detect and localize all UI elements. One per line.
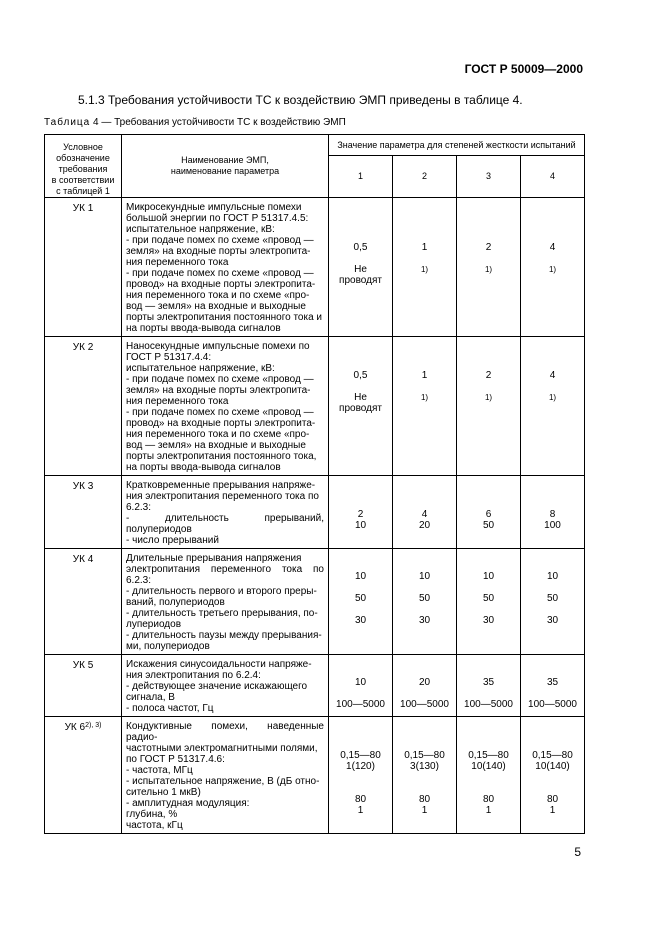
value-line [521, 655, 584, 666]
value-line: 10 [354, 571, 367, 582]
description-line: по ГОСТ Р 51317.4.6: [126, 754, 225, 765]
description-line: ния электропитания переменного тока по [126, 491, 319, 502]
header-condition-line: требования [58, 164, 108, 174]
value-line [393, 476, 456, 487]
description-line: - действующее значение искажающего [126, 681, 308, 692]
value-line [457, 220, 520, 231]
condition-code-text: УК 5 [72, 660, 94, 671]
value-line [457, 560, 520, 571]
description-line: Искажения синусоидальности напряже- [126, 659, 312, 670]
value-line [393, 626, 456, 637]
value-line: 100 [544, 520, 561, 531]
value-line: 0,5 [353, 370, 368, 381]
condition-code [45, 337, 122, 476]
value-level-1 [329, 476, 393, 549]
table-row [45, 717, 585, 834]
condition-code-text: УК 6 [64, 722, 86, 733]
value-line: 35 [482, 677, 495, 688]
value-line: 1 [485, 805, 492, 816]
description-line: Длительные прерывания напряжения [126, 553, 302, 564]
value-line: 20 [418, 677, 431, 688]
footnote-ref: 10(140) [471, 761, 506, 772]
value-level-1 [329, 198, 393, 337]
value-line [329, 231, 392, 242]
value-line: 50 [482, 593, 495, 604]
footnote-ref: 1) [484, 265, 493, 274]
value-line [457, 498, 520, 509]
value-line [457, 476, 520, 487]
value-level-4 [521, 717, 585, 834]
value-line [521, 626, 584, 637]
description-line: - испытательное напряжение, В (дБ отно- [126, 776, 320, 787]
header-name-line: Наименование ЭМП, [181, 155, 269, 165]
value-line [393, 253, 456, 264]
value-line [329, 604, 392, 615]
description-line: ГОСТ Р 51317.4.4: [126, 352, 212, 363]
value-line [329, 549, 392, 560]
value-line [457, 717, 520, 728]
value-level-3 [457, 655, 521, 717]
footnote-ref: 1) [420, 393, 429, 402]
description-line: порты электропитания постоянного тока, [126, 451, 317, 462]
value-line [521, 604, 584, 615]
description-line: земля» на входные порты электропита- [126, 385, 311, 396]
value-line [329, 739, 392, 750]
header-condition-line: с таблицей 1 [56, 186, 110, 196]
value-line [329, 476, 392, 487]
table-row [45, 549, 585, 655]
value-line: 2 [485, 242, 492, 253]
footnote-ref: 3(130) [410, 761, 439, 772]
caption-number: 4 [93, 117, 99, 128]
value-line: 0,15—80 [468, 750, 509, 761]
value-line [393, 666, 456, 677]
value-line: 10 [354, 520, 367, 531]
value-level-1 [329, 337, 393, 476]
value-line [393, 739, 456, 750]
header-condition [45, 135, 122, 198]
footnote-ref: 1) [548, 393, 557, 402]
requirements-table [44, 134, 585, 834]
description-line: провод» на входные порты электропита- [126, 418, 316, 429]
value-level-2 [393, 476, 457, 549]
value-line [393, 728, 456, 739]
parameter-description [122, 476, 329, 549]
value-line [393, 348, 456, 359]
value-level-4 [521, 655, 585, 717]
value-line [457, 783, 520, 794]
value-line [393, 403, 456, 414]
value-line [329, 487, 392, 498]
value-line: 10 [482, 571, 495, 582]
value-line [393, 549, 456, 560]
condition-code-text: УК 4 [72, 554, 94, 565]
value-line [393, 604, 456, 615]
value-line: 80 [354, 794, 367, 805]
description-line: - длительность прерываний, полупериодов [126, 513, 324, 535]
value-line [457, 253, 520, 264]
value-line: 1 [421, 370, 428, 381]
condition-code [45, 476, 122, 549]
value-line [521, 337, 584, 348]
value-line [457, 359, 520, 370]
value-line [521, 476, 584, 487]
value-line [329, 220, 392, 231]
value-line [457, 772, 520, 783]
value-line: 35 [546, 677, 559, 688]
header-condition-line: Условное [63, 142, 103, 152]
value-line [393, 381, 456, 392]
value-line [457, 381, 520, 392]
value-line [393, 487, 456, 498]
parameter-description [122, 717, 329, 834]
value-line [329, 348, 392, 359]
parameter-description [122, 655, 329, 717]
value-line [329, 582, 392, 593]
header-level-4: 4 [521, 156, 585, 198]
value-line [457, 209, 520, 220]
value-line [521, 717, 584, 728]
description-line: на порты ввода-вывода сигналов [126, 462, 281, 473]
description-line: сигнала, В [126, 692, 175, 703]
value-line: 50 [482, 520, 495, 531]
value-line [521, 582, 584, 593]
description-line: - при подаче помех по схеме «провод — [126, 268, 314, 279]
value-line: 100—5000 [400, 699, 449, 710]
value-level-1 [329, 717, 393, 834]
value-line: 50 [546, 593, 559, 604]
value-line [521, 348, 584, 359]
value-line [521, 198, 584, 209]
value-line: 0,15—80 [532, 750, 573, 761]
value-level-1 [329, 549, 393, 655]
value-level-2 [393, 198, 457, 337]
condition-code-text: УК 3 [72, 481, 94, 492]
value-line [457, 549, 520, 560]
value-line [393, 783, 456, 794]
value-line [329, 253, 392, 264]
description-line: глубина, % [126, 809, 178, 820]
value-line [521, 231, 584, 242]
page-number: 5 [574, 845, 581, 859]
value-line [329, 783, 392, 794]
value-line [521, 688, 584, 699]
description-line: земля» на входные порты электропита- [126, 246, 311, 257]
value-line [329, 209, 392, 220]
value-line [329, 198, 392, 209]
value-line [457, 688, 520, 699]
description-line: на порты ввода-вывода сигналов [126, 323, 281, 334]
condition-code [45, 655, 122, 717]
value-line: 4 [549, 370, 556, 381]
description-line: ми, полупериодов [126, 641, 210, 652]
description-line: - при подаче помех по схеме «провод — [126, 374, 314, 385]
condition-code [45, 198, 122, 337]
footnote-ref: 10(140) [535, 761, 570, 772]
value-line [393, 209, 456, 220]
value-line [329, 359, 392, 370]
value-line [521, 772, 584, 783]
header-condition-line: в соответствии [51, 175, 115, 185]
value-line [521, 728, 584, 739]
value-line [457, 728, 520, 739]
value-level-2 [393, 549, 457, 655]
value-line [457, 348, 520, 359]
value-line [329, 498, 392, 509]
table-row [45, 476, 585, 549]
value-line [521, 220, 584, 231]
value-level-4 [521, 476, 585, 549]
description-line: Микросекундные импульсные помехи [126, 202, 302, 213]
value-line [521, 209, 584, 220]
footnote-ref: 1(120) [346, 761, 375, 772]
description-line: частота, кГц [126, 820, 183, 831]
value-line [393, 560, 456, 571]
header-name [122, 135, 329, 198]
value-line: 100—5000 [528, 699, 577, 710]
description-line: большой энергии по ГОСТ Р 51317.4.5: [126, 213, 309, 224]
description-line: ния переменного тока и по схеме «про- [126, 290, 310, 301]
condition-code [45, 717, 122, 834]
description-line: - число прерываний [126, 535, 219, 546]
value-line: 1 [357, 805, 364, 816]
value-line [393, 655, 456, 666]
description-line: лупериодов [126, 619, 182, 630]
value-line: 1 [549, 805, 556, 816]
value-line [521, 783, 584, 794]
value-line [521, 253, 584, 264]
description-line: вод — земля» на входные и выходные [126, 440, 306, 451]
description-line: сительно 1 мкВ) [126, 787, 201, 798]
value-level-3 [457, 198, 521, 337]
value-line: 80 [482, 794, 495, 805]
value-line [457, 582, 520, 593]
footnote-ref: 2), 3) [85, 722, 102, 729]
condition-code [45, 549, 122, 655]
value-line [329, 772, 392, 783]
description-line: ния переменного тока [126, 396, 229, 407]
value-line [329, 655, 392, 666]
description-line: - частота, МГц [126, 765, 193, 776]
value-line [393, 337, 456, 348]
description-line: Кратковременные прерывания напряже- [126, 480, 316, 491]
description-line: порты электропитания постоянного тока и [126, 312, 323, 323]
header-values: Значение параметра для степеней жесткости испытаний [329, 135, 585, 156]
value-level-2 [393, 337, 457, 476]
table-row [45, 655, 585, 717]
header-level-3: 3 [457, 156, 521, 198]
description-line: испытательное напряжение, кВ: [126, 363, 275, 374]
value-line: 10 [546, 571, 559, 582]
table-row [45, 337, 585, 476]
value-level-2 [393, 655, 457, 717]
value-line [329, 728, 392, 739]
value-level-1 [329, 655, 393, 717]
value-line [329, 626, 392, 637]
value-line: 50 [354, 593, 367, 604]
value-line [457, 275, 520, 286]
description-line: вод — земля» на входные и выходные [126, 301, 306, 312]
value-line [393, 275, 456, 286]
value-line: 0,5 [353, 242, 368, 253]
value-line [521, 403, 584, 414]
description-line: - при подаче помех по схеме «провод — [126, 407, 314, 418]
value-line: 20 [418, 520, 431, 531]
value-line: 6 [485, 509, 492, 520]
description-line: - полоса частот, Гц [126, 703, 214, 714]
value-line [457, 604, 520, 615]
description-line: ваний, полупериодов [126, 597, 225, 608]
document-header: ГОСТ Р 50009—2000 [464, 62, 583, 76]
value-line [457, 337, 520, 348]
header-level-1: 1 [329, 156, 393, 198]
value-line: 10 [418, 571, 431, 582]
value-line [329, 688, 392, 699]
header-level-2: 2 [393, 156, 457, 198]
parameter-description [122, 337, 329, 476]
value-line: 2 [357, 509, 364, 520]
footnote-ref: 1) [548, 265, 557, 274]
value-line [393, 498, 456, 509]
description-line: испытательное напряжение, кВ: [126, 224, 275, 235]
description-line: 6.2.3: [126, 502, 152, 513]
description-line: ния электропитания по 6.2.4: [126, 670, 261, 681]
value-line [393, 198, 456, 209]
value-line [329, 717, 392, 728]
value-line [457, 739, 520, 750]
value-line: 80 [418, 794, 431, 805]
description-line: - длительность третьего прерывания, по- [126, 608, 318, 619]
value-line: 4 [549, 242, 556, 253]
description-line: электропитания переменного тока по 6.2.3: [126, 564, 324, 586]
value-line [329, 666, 392, 677]
value-level-3 [457, 476, 521, 549]
value-line [521, 275, 584, 286]
value-line: 100—5000 [464, 699, 513, 710]
value-line [457, 198, 520, 209]
footnote-ref: 1) [484, 393, 493, 402]
value-level-4 [521, 337, 585, 476]
value-line: Не [354, 264, 367, 275]
value-line [329, 381, 392, 392]
condition-code-text: УК 1 [72, 203, 94, 214]
value-line [457, 231, 520, 242]
description-line: - при подаче помех по схеме «провод — [126, 235, 314, 246]
value-line [457, 655, 520, 666]
value-line [393, 231, 456, 242]
value-level-2 [393, 717, 457, 834]
value-line [521, 359, 584, 370]
value-line: проводят [339, 275, 382, 286]
caption-text: — Требования устойчивости ТС к воздействию ЭМП [101, 117, 346, 128]
parameter-description [122, 198, 329, 337]
condition-code-text: УК 2 [72, 342, 94, 353]
value-line [393, 359, 456, 370]
table-row [45, 198, 585, 337]
value-level-4 [521, 549, 585, 655]
parameter-description [122, 549, 329, 655]
value-line: 1 [421, 242, 428, 253]
footnote-ref: 1) [420, 265, 429, 274]
caption-label: Таблица [44, 117, 91, 128]
table-body [45, 198, 585, 834]
value-line [521, 498, 584, 509]
value-level-3 [457, 337, 521, 476]
description-line: частотными электромагнитными полями, [126, 743, 318, 754]
value-level-4 [521, 198, 585, 337]
value-line: 50 [418, 593, 431, 604]
value-line [329, 337, 392, 348]
header-condition-line: обозначение [56, 153, 110, 163]
value-line [457, 487, 520, 498]
description-line: провод» на входные порты электропита- [126, 279, 316, 290]
value-line: 8 [549, 509, 556, 520]
description-line: ния переменного тока [126, 257, 229, 268]
value-level-3 [457, 549, 521, 655]
value-line [521, 560, 584, 571]
description-line: - длительность первого и второго преры- [126, 586, 317, 597]
value-line: 30 [354, 615, 367, 626]
value-line [521, 549, 584, 560]
value-line: 1 [421, 805, 428, 816]
description-line: ния переменного тока и по схеме «про- [126, 429, 310, 440]
value-line [329, 560, 392, 571]
intro-paragraph: 5.1.3 Требования устойчивости ТС к воздействию ЭМП приведены в таблице 4. [78, 93, 523, 107]
value-line [393, 582, 456, 593]
value-line: 100—5000 [336, 699, 385, 710]
value-line [457, 626, 520, 637]
value-line: проводят [339, 403, 382, 414]
value-line: 0,15—80 [340, 750, 381, 761]
value-level-3 [457, 717, 521, 834]
value-line: 30 [482, 615, 495, 626]
value-line [457, 666, 520, 677]
value-line [521, 739, 584, 750]
value-line [393, 717, 456, 728]
description-line: Кондуктивные помехи, наведенные радио- [126, 721, 324, 743]
value-line: 2 [485, 370, 492, 381]
value-line: Не [354, 392, 367, 403]
header-name-line: наименование параметра [170, 166, 280, 176]
value-line [393, 688, 456, 699]
value-line: 30 [546, 615, 559, 626]
description-line: - амплитудная модуляция: [126, 798, 250, 809]
value-line: 10 [354, 677, 367, 688]
value-line: 4 [421, 509, 428, 520]
value-line: 30 [418, 615, 431, 626]
description-line: Наносекундные импульсные помехи по [126, 341, 310, 352]
value-line [521, 381, 584, 392]
value-line [457, 403, 520, 414]
value-line [393, 220, 456, 231]
value-line: 0,15—80 [404, 750, 445, 761]
value-line [393, 772, 456, 783]
description-line: - длительность паузы между прерывания- [126, 630, 322, 641]
value-line [521, 487, 584, 498]
value-line: 80 [546, 794, 559, 805]
table-caption [44, 117, 346, 128]
value-line [521, 666, 584, 677]
